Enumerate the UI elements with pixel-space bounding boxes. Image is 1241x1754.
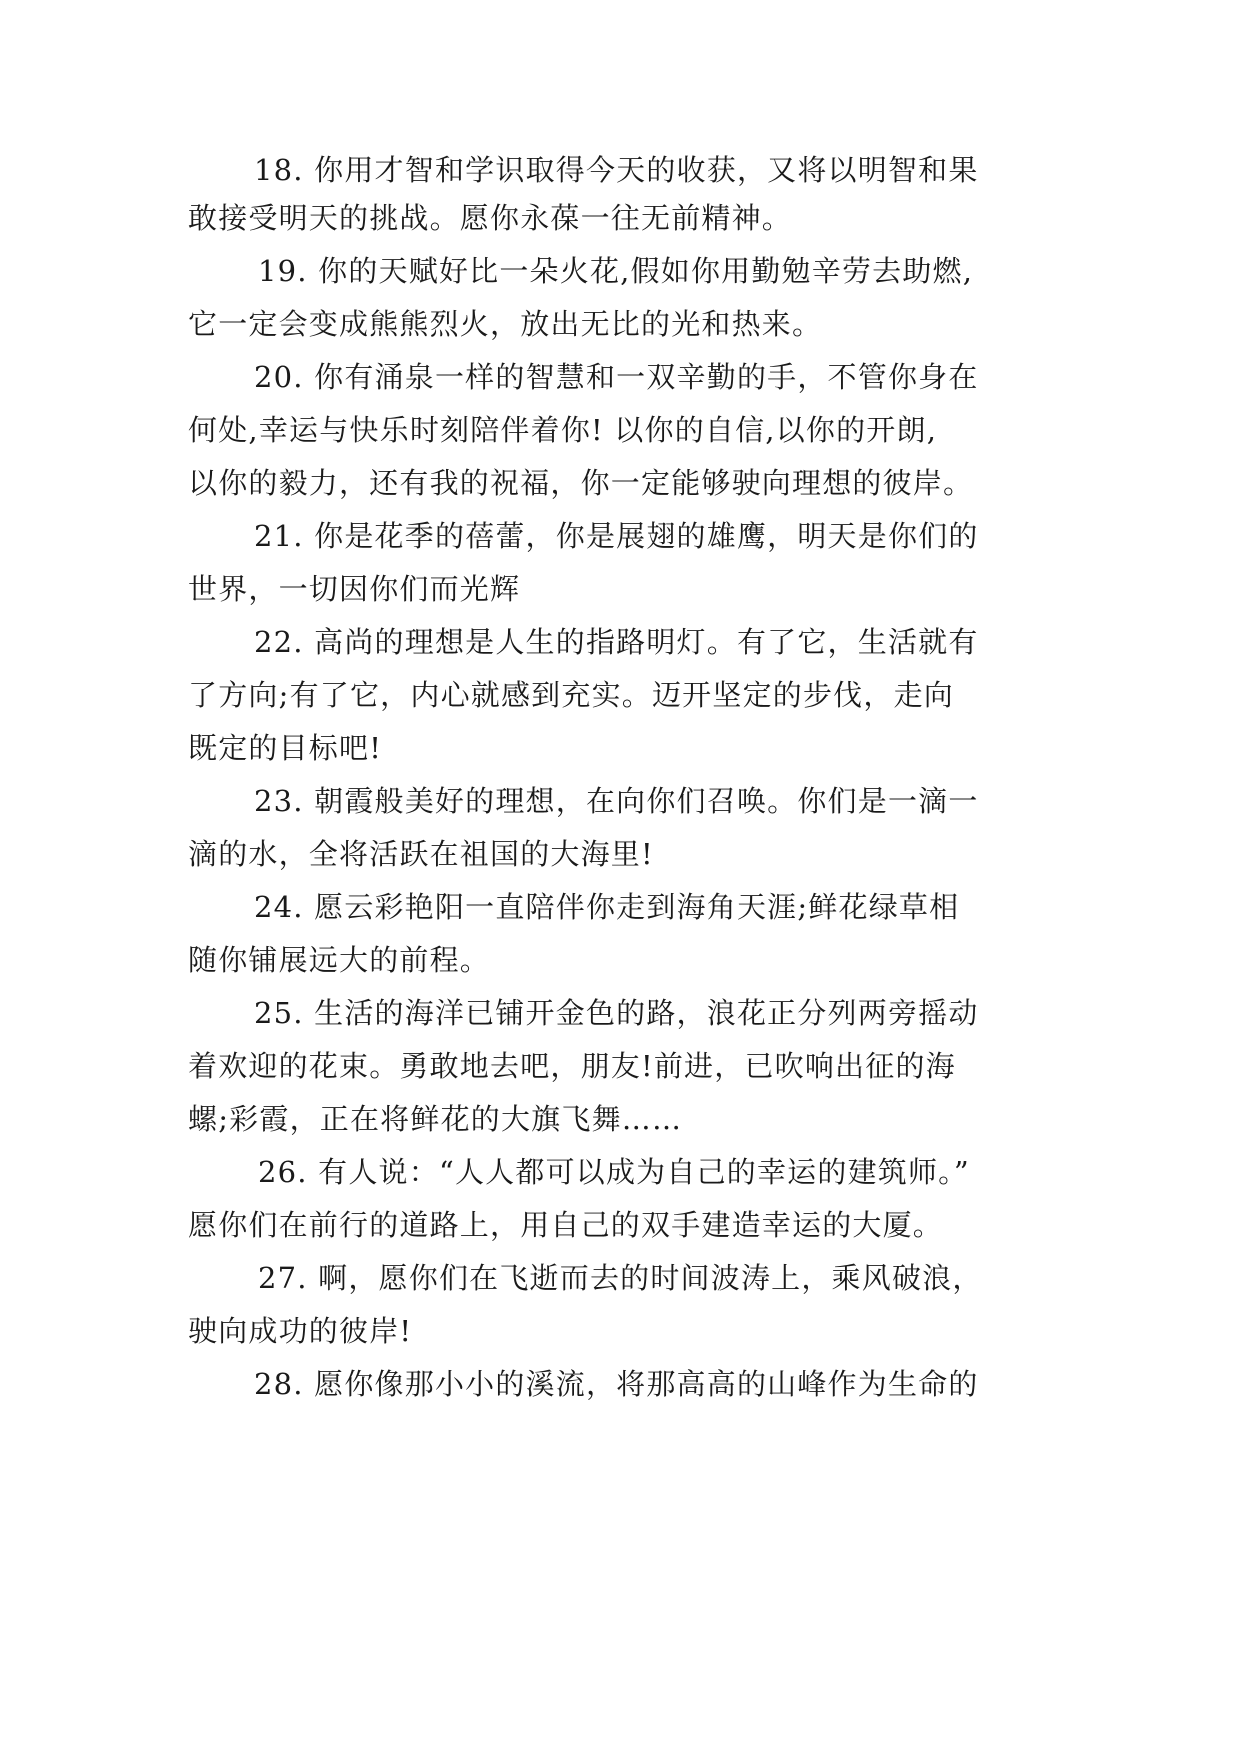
text-line: 25. 生活的海洋已铺开金色的路，浪花正分列两旁摇动 bbox=[254, 996, 979, 1030]
text-line: 18. 你用才智和学识取得今天的收获，又将以明智和果 bbox=[254, 153, 979, 187]
text-line: 驶向成功的彼岸! bbox=[188, 1314, 413, 1348]
text-line: 23. 朝霞般美好的理想，在向你们召唤。你们是一滴一 bbox=[254, 784, 979, 818]
text-line: 28. 愿你像那小小的溪流，将那高高的山峰作为生命的 bbox=[254, 1367, 979, 1401]
text-line: 它一定会变成熊熊烈火，放出无比的光和热来。 bbox=[188, 307, 823, 341]
text-line: 敢接受明天的挑战。愿你永葆一往无前精神。 bbox=[188, 201, 793, 235]
text-line: 着欢迎的花束。勇敢地去吧，朋友!前进，已吹响出征的海 bbox=[188, 1049, 956, 1083]
text-line: 21. 你是花季的蓓蕾，你是展翅的雄鹰，明天是你们的 bbox=[254, 519, 979, 553]
text-line: 以你的毅力，还有我的祝福，你一定能够驶向理想的彼岸。 bbox=[188, 466, 974, 500]
text-line: 愿你们在前行的道路上，用自己的双手建造幸运的大厦。 bbox=[188, 1208, 944, 1242]
text-line: 随你铺展远大的前程。 bbox=[188, 943, 491, 977]
text-line: 27. 啊，愿你们在飞逝而去的时间波涛上，乘风破浪， bbox=[258, 1261, 983, 1295]
text-line: 了方向;有了它，内心就感到充实。迈开坚定的步伐，走向 bbox=[188, 678, 954, 712]
text-line: 既定的目标吧! bbox=[188, 731, 383, 765]
text-line: 24. 愿云彩艳阳一直陪伴你走到海角天涯;鲜花绿草相 bbox=[254, 890, 960, 924]
text-line: 螺;彩霞，正在将鲜花的大旗飞舞…… bbox=[188, 1102, 683, 1136]
text-line: 26. 有人说：“人人都可以成为自己的幸运的建筑师。” bbox=[258, 1155, 970, 1189]
text-line: 20. 你有涌泉一样的智慧和一双辛勤的手，不管你身在 bbox=[254, 360, 979, 394]
text-line: 19. 你的天赋好比一朵火花,假如你用勤勉辛劳去助燃, bbox=[258, 254, 974, 288]
text-line: 世界，一切因你们而光辉 bbox=[188, 572, 521, 606]
text-line: 何处,幸运与快乐时刻陪伴着你! 以你的自信,以你的开朗, bbox=[188, 413, 938, 447]
text-line: 22. 高尚的理想是人生的指路明灯。有了它，生活就有 bbox=[254, 625, 979, 659]
text-line: 滴的水，全将活跃在祖国的大海里! bbox=[188, 837, 654, 871]
